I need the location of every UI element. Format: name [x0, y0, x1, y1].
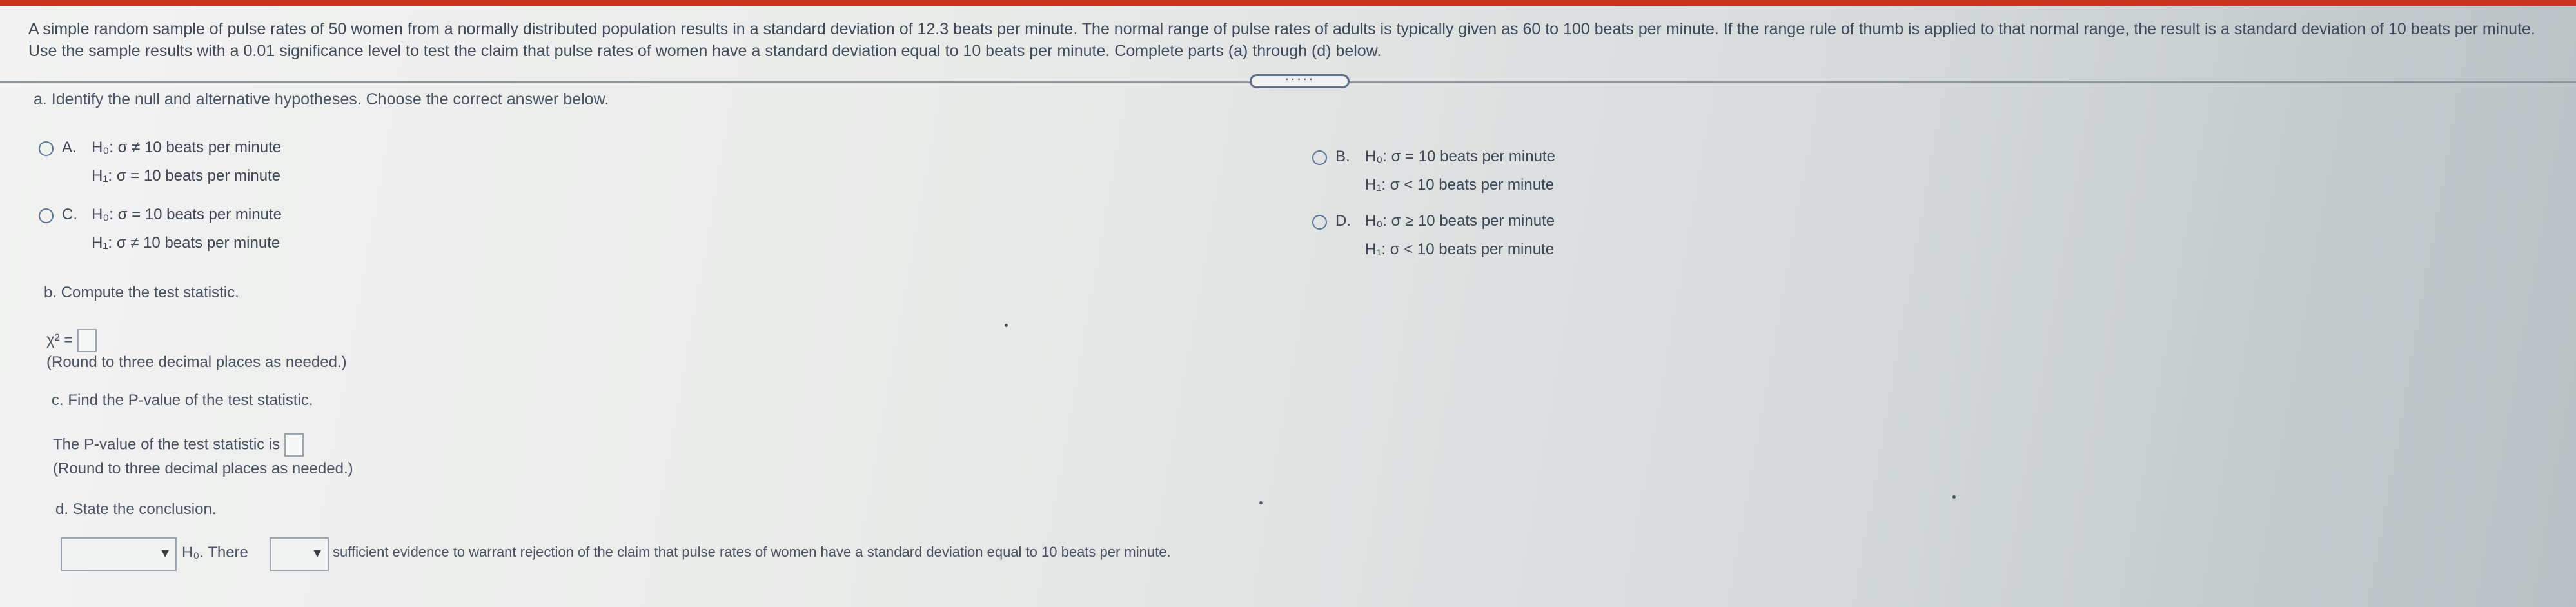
option-d-null: H₀: σ ≥ 10 beats per minute [1365, 212, 1555, 230]
p-value-label: The P-value of the test statistic is [53, 435, 280, 453]
option-d-alt: H₁: σ < 10 beats per minute [1365, 241, 1555, 258]
option-b-letter: B. [1335, 148, 1350, 165]
option-c-radio[interactable] [39, 208, 54, 223]
part-d-prompt: d. State the conclusion. [55, 501, 217, 518]
expand-more-button[interactable] [1250, 70, 1350, 88]
more-dots-icon: ····· [1284, 70, 1315, 86]
problem-statement: A simple random sample of pulse rates of 50 women from a normally distributed population results in a standard deviation of 12.3 beats per minute. The normal range of pulse rates of adults is typically given as 60 to 100 beats per minute. If the range rule of thumb is applied to that normal range, the result is a standard deviation of 10 beats per minute. Use the sample results with a 0.01 significance level to test the claim that pulse rates of women have a standard deviation equal to 10 beats per minute. Complete parts (a) through (d) below. [28, 20, 2535, 60]
option-b-radio[interactable] [1312, 150, 1327, 165]
option-c-letter: C. [62, 206, 77, 223]
screen-speck [1952, 495, 1956, 499]
option-d-radio[interactable] [1312, 215, 1327, 230]
part-b-prompt: b. Compute the test statistic. [44, 284, 239, 301]
part-c-note: (Round to three decimal places as needed.) [53, 460, 353, 477]
option-b-null: H₀: σ = 10 beats per minute [1365, 148, 1555, 165]
option-a-radio[interactable] [39, 141, 54, 156]
option-d-letter: D. [1335, 212, 1351, 230]
decision-dropdown-arrow-icon: ▼ [159, 546, 172, 561]
decision-dropdown[interactable] [61, 537, 177, 571]
chi-square-input[interactable] [77, 329, 97, 352]
option-c-alt: H₁: σ ≠ 10 beats per minute [92, 234, 280, 252]
part-b-note: (Round to three decimal places as needed.) [46, 353, 347, 371]
top-accent-bar [0, 0, 2576, 6]
conclusion-text: sufficient evidence to warrant rejection of the claim that pulse rates of women have a standard deviation equal to 10 beats per minute. [333, 544, 1171, 560]
chi-square-label: χ² = [46, 331, 74, 349]
evidence-dropdown-arrow-icon: ▼ [311, 546, 324, 561]
h0-there-text: H₀. There [182, 544, 248, 561]
option-c-null: H₀: σ = 10 beats per minute [92, 206, 282, 223]
part-a-prompt: a. Identify the null and alternative hypotheses. Choose the correct answer below. [34, 90, 609, 108]
chi-square-row [46, 329, 97, 352]
option-b-alt: H₁: σ < 10 beats per minute [1365, 176, 1555, 194]
option-a-letter: A. [62, 139, 77, 156]
option-a-alt: H₁: σ = 10 beats per minute [92, 167, 281, 184]
option-a-null: H₀: σ ≠ 10 beats per minute [92, 139, 282, 156]
p-value-input[interactable] [284, 433, 304, 457]
p-value-row [53, 433, 304, 457]
evidence-dropdown[interactable] [270, 537, 329, 571]
screen-speck [1259, 501, 1263, 504]
part-c-prompt: c. Find the P-value of the test statistic. [52, 392, 313, 409]
screen-speck [1005, 324, 1008, 327]
